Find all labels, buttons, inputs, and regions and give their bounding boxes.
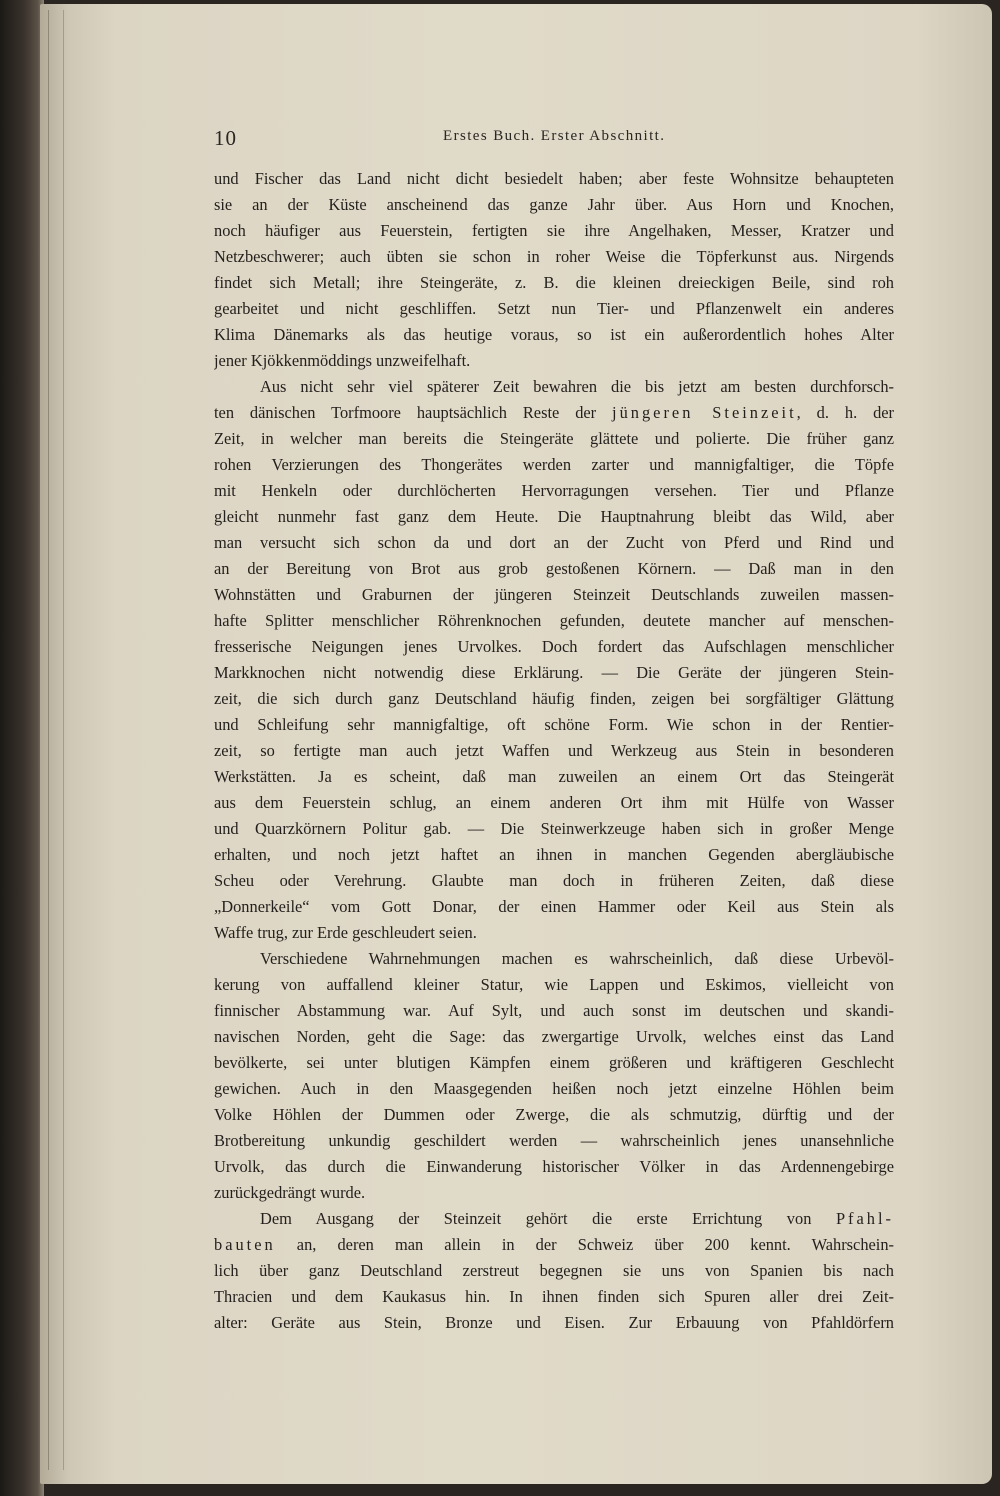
text-run: Dem Ausgang der Steinzeit gehört die erste Errichtung von — [260, 1209, 836, 1228]
body-text — [214, 166, 894, 1336]
text-line: und Fischer das Land nicht dicht besiedelt haben; aber feste Wohnsitze behaupteten — [214, 169, 894, 188]
text-line: jener Kjökkenmöddings unzweifelhaft. — [214, 351, 471, 370]
text-line: Brotbereitung unkundig geschildert werden — wahrscheinlich jenes unansehnliche — [214, 1131, 894, 1150]
text-line: mit Henkeln oder durchlöcherten Hervorragungen versehen. Tier und Pflanze — [214, 481, 894, 500]
text-line: Waffe trug, zur Erde geschleudert seien. — [214, 923, 477, 942]
text-line: gearbeitet und nicht geschliffen. Setzt nun Tier- und Pflanzenwelt ein anderes — [214, 299, 894, 318]
text-line: Scheu oder Verehrung. Glaubte man doch in früheren Zeiten, daß diese — [214, 871, 894, 890]
text-line: alter: Geräte aus Stein, Bronze und Eisen. Zur Erbauung von Pfahldörfern — [214, 1313, 894, 1332]
text-line: noch häufiger aus Feuerstein, fertigten sie ihre Angelhaken, Messer, Kratzer und — [214, 221, 894, 240]
text-line: kerung von auffallend kleiner Statur, wie Lappen und Eskimos, vielleicht von — [214, 975, 894, 994]
text-line: zeit, die sich durch ganz Deutschland häufig finden, zeigen bei sorgfältiger Glättung — [214, 689, 894, 708]
text-line: zurückgedrängt wurde. — [214, 1183, 366, 1202]
text-line — [214, 1206, 894, 1232]
text-line: erhalten, und noch jetzt haftet an ihnen in manchen Gegenden abergläubische — [214, 845, 894, 864]
text-line: Aus nicht sehr viel späterer Zeit bewahren die bis jetzt am besten durchforsch- — [260, 377, 894, 396]
text-line: Markknochen nicht notwendig diese Erklärung. — Die Geräte der jüngeren Stein- — [214, 663, 894, 682]
text-line: Zeit, in welcher man bereits die Steingeräte glättete und polierte. Die früher ganz — [214, 429, 894, 448]
text-line — [214, 400, 894, 426]
text-line: navischen Norden, geht die Sage: das zwergartige Urvolk, welches einst das Land — [214, 1027, 894, 1046]
text-line: und Quarzkörnern Politur gab. — Die Steinwerkzeuge haben sich in großer Menge — [214, 819, 894, 838]
text-line: Netzbeschwerer; auch übten sie schon in roher Weise die Töpferkunst aus. Nirgends — [214, 247, 894, 266]
text-line: Wohnstätten und Graburnen der jüngeren Steinzeit Deutschlands zuweilen massen- — [214, 585, 894, 604]
text-line: lich über ganz Deutschland zerstreut begegnen sie uns von Spanien bis nach — [214, 1261, 894, 1280]
page-number: 10 — [214, 126, 237, 150]
text-run: ten dänischen Torfmoore hauptsächlich Reste der — [214, 403, 613, 422]
text-line: sie an der Küste anscheinend das ganze Jahr über. Aus Horn und Knochen, — [214, 195, 894, 214]
gutter-edge — [48, 10, 64, 1470]
text-line: gleicht nunmehr fast ganz dem Heute. Die Hauptnahrung bleibt das Wild, aber — [214, 507, 894, 526]
text-line: Klima Dänemarks als das heutige voraus, so ist ein außerordentlich hohes Alter — [214, 325, 894, 344]
book-spine — [0, 0, 44, 1496]
text-line: man versucht sich schon da und dort an der Zucht von Pferd und Rind und — [214, 533, 894, 552]
running-head: Erstes Buch. Erster Abschnitt. — [443, 128, 666, 144]
text-line: an der Bereitung von Brot aus grob gestoßenen Körnern. — Daß man in den — [214, 559, 894, 578]
text-line: hafte Splitter menschlicher Röhrenknochen gefunden, deutete mancher auf menschen- — [214, 611, 894, 630]
text-line: „Donnerkeile“ vom Gott Donar, der einen Hammer oder Keil aus Stein als — [214, 897, 894, 916]
emphasis-spaced: jüngeren Steinzeit — [612, 403, 797, 422]
text-run: an, deren man allein in der Schweiz über 200 kennt. Wahrschein- — [275, 1235, 894, 1254]
text-line: zeit, so fertigte man auch jetzt Waffen und Werkzeug aus Stein in besonderen — [214, 741, 894, 760]
text-line: Verschiedene Wahrnehmungen machen es wahrscheinlich, daß diese Urbevöl- — [260, 949, 894, 968]
text-line: aus dem Feuerstein schlug, an einem anderen Ort ihm mit Hülfe von Wasser — [214, 793, 894, 812]
text-line — [214, 1232, 894, 1258]
text-line: rohen Verzierungen des Thongerätes werden zarter und mannigfaltiger, die Töpfe — [214, 455, 894, 474]
text-line: Werkstätten. Ja es scheint, daß man zuweilen an einem Ort das Steingerät — [214, 767, 894, 786]
text-line: Volke Höhlen der Dummen oder Zwerge, die als schmutzig, dürftig und der — [214, 1105, 894, 1124]
emphasis-spaced: bauten — [214, 1235, 276, 1254]
text-line: Urvolk, das durch die Einwanderung historischer Völker in das Ardennengebirge — [214, 1157, 894, 1176]
text-line: gewichen. Auch in den Maasgegenden heißen noch jetzt einzelne Höhlen beim — [214, 1079, 894, 1098]
text-line: finnischer Abstammung war. Auf Sylt, und auch sonst im deutschen und skandi- — [214, 1001, 894, 1020]
emphasis-spaced: Pfahl- — [835, 1209, 894, 1228]
text-line: Thracien und dem Kaukasus hin. In ihnen finden sich Spuren aller drei Zeit- — [214, 1287, 894, 1306]
text-line: fresserische Neigungen jenes Urvolkes. Doch fordert das Aufschlagen menschlicher — [214, 637, 894, 656]
text-line: bevölkerte, sei unter blutigen Kämpfen einem größeren und kräftigeren Geschlecht — [214, 1053, 894, 1072]
text-line: und Schleifung sehr mannigfaltige, oft schöne Form. Wie schon in der Rentier- — [214, 715, 894, 734]
text-run: , d. h. der — [796, 403, 894, 422]
text-line: findet sich Metall; ihre Steingeräte, z. B. die kleinen dreieckigen Beile, sind roh — [214, 273, 894, 292]
